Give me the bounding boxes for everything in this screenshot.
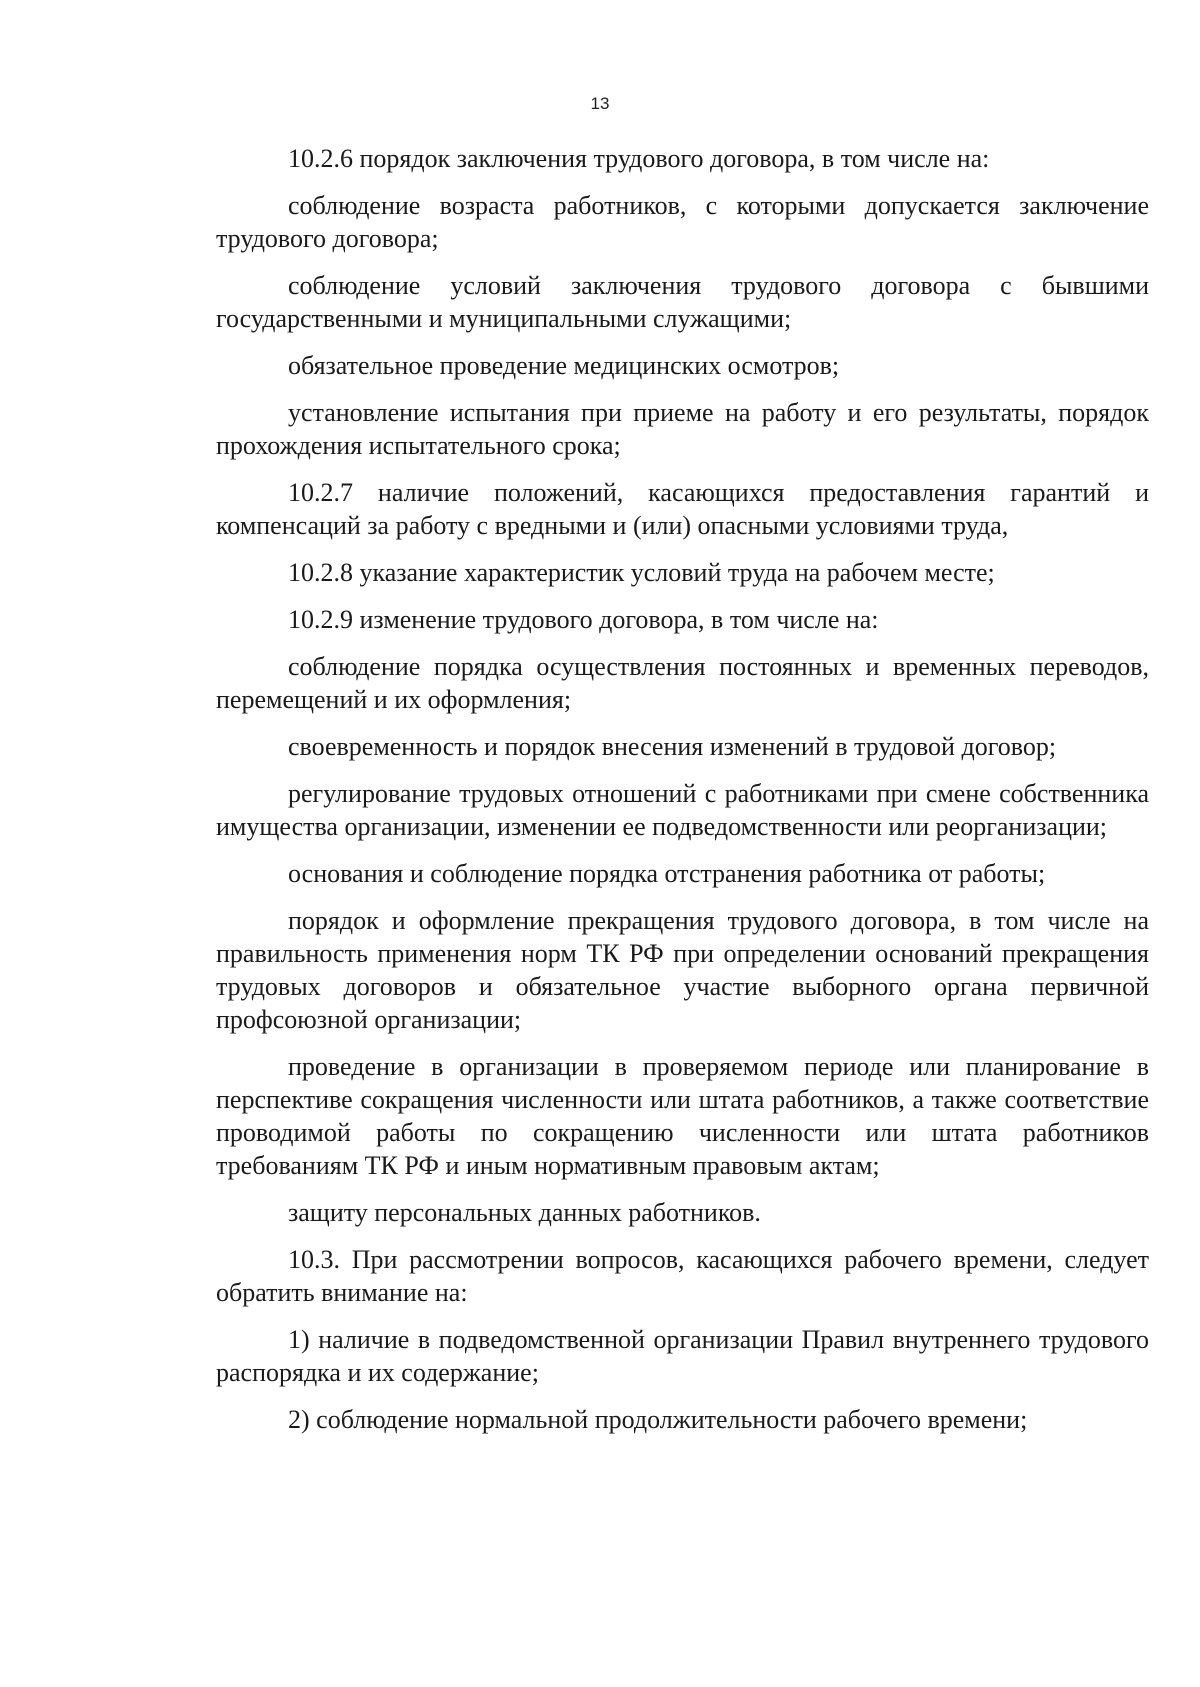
paragraph-personal-data: защиту персональных данных работников. [288,1198,761,1227]
paragraph-former-servants: соблюдение условий заключения трудового договора с бывшими государственными и муниципальными служащими; [216,271,1149,333]
paragraph-10-2-8: 10.2.8 указание характеристик условий труда на рабочем месте; [288,558,995,587]
paragraph-contract-changes: своевременность и порядок внесения изменений в трудовой договор; [288,732,1057,761]
paragraph-10-2-6: 10.2.6 порядок заключения трудового договора, в том числе на: [288,144,990,173]
paragraph-suspension: основания и соблюдение порядка отстранения работника от работы; [288,859,1046,888]
page-number: 13 [590,94,610,113]
paragraph-10-2-7: 10.2.7 наличие положений, касающихся предоставления гарантий и компенсаций за работу с вредными и (или) опасными условиями труда, [216,478,1149,540]
paragraph-termination: порядок и оформление прекращения трудового договора, в том числе на правильность применения норм ТК РФ при определении оснований прекращения трудовых договоров и обязательное участие выборного органа первичной профсоюзной организации; [216,906,1149,1034]
paragraph-staff-reduction: проведение в организации в проверяемом периоде или планирование в перспективе сокращения численности или штата работников, а также соответствие проводимой работы по сокращению численности или штата работников требованиям ТК РФ и иным нормативным правовым актам; [216,1052,1149,1180]
paragraph-transfers: соблюдение порядка осуществления постоянных и временных переводов, перемещений и их оформления; [216,652,1149,714]
paragraph-medical-exams: обязательное проведение медицинских осмотров; [288,351,840,380]
paragraph-item-1: 1) наличие в подведомственной организации Правил внутреннего трудового распорядка и их содержание; [216,1325,1149,1387]
paragraph-10-3: 10.3. При рассмотрении вопросов, касающихся рабочего времени, следует обратить внимание на: [216,1245,1149,1307]
paragraph-10-2-9: 10.2.9 изменение трудового договора, в том числе на: [288,605,879,634]
paragraph-age-compliance: соблюдение возраста работников, с которыми допускается заключение трудового договора; [216,191,1149,253]
paragraph-item-2: 2) соблюдение нормальной продолжительности рабочего времени; [288,1405,1028,1434]
body-text [216,142,1149,1450]
paragraph-probation: установление испытания при приеме на работу и его результаты, порядок прохождения испытательного срока; [216,398,1149,460]
paragraph-owner-change: регулирование трудовых отношений с работниками при смене собственника имущества организации, изменении ее подведомственности или реорганизации; [216,779,1149,841]
